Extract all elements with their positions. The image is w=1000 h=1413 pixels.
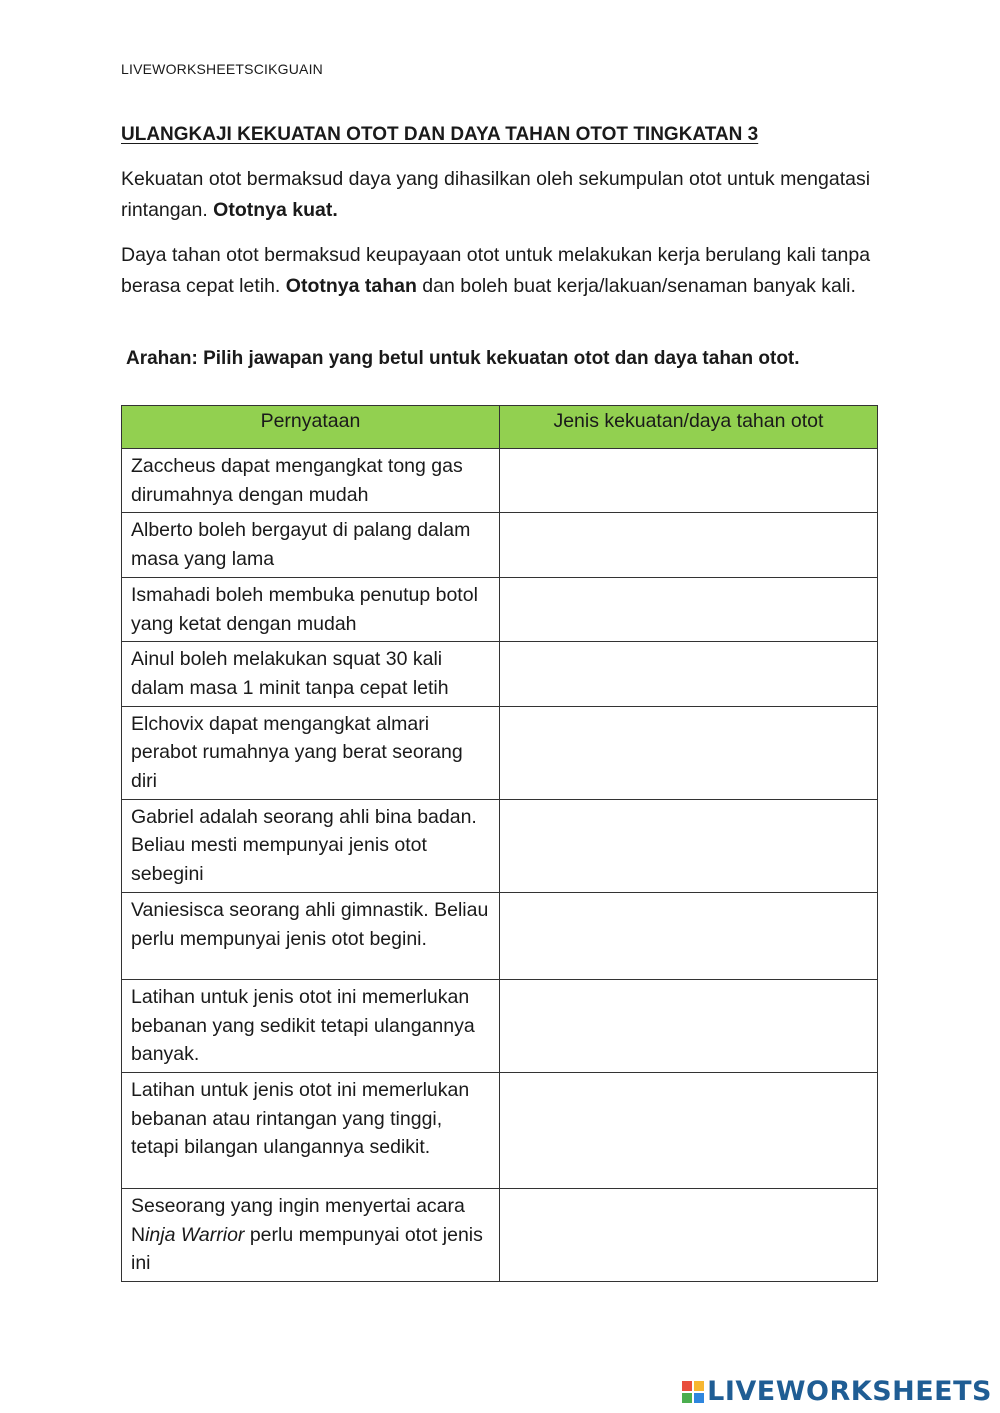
statement-cell: Latihan untuk jenis otot ini memerlukan bebanan yang sedikit tetapi ulangannya banyak. xyxy=(122,979,500,1072)
answer-cell[interactable] xyxy=(499,642,877,706)
answer-cell[interactable] xyxy=(499,892,877,979)
statement-cell: Vaniesisca seorang ahli gimnastik. Beliau perlu mempunyai jenis otot begini. xyxy=(122,892,500,979)
paragraph-muscle-strength xyxy=(121,164,881,226)
table-row xyxy=(122,577,878,641)
table-header-row xyxy=(122,406,878,449)
paragraph-bold: Ototnya kuat. xyxy=(213,199,338,221)
logo-square xyxy=(694,1393,704,1403)
statement-cell xyxy=(122,1188,500,1281)
logo-square xyxy=(682,1381,692,1391)
answer-cell[interactable] xyxy=(499,577,877,641)
statement-cell: Gabriel adalah seorang ahli bina badan. Beliau mesti mempunyai jenis otot sebegini xyxy=(122,799,500,892)
logo-text: LIVEWORKSHEETS xyxy=(707,1376,992,1407)
statement-cell: Elchovix dapat mengangkat almari perabot rumahnya yang berat seorang diri xyxy=(122,706,500,799)
paragraph-text: Kekuatan otot bermaksud daya yang dihasilkan oleh sekumpulan otot untuk mengatasi rintangan. xyxy=(121,168,871,221)
table-row xyxy=(122,1072,878,1188)
statement-cell: Zaccheus dapat mengangkat tong gas dirumahnya dengan mudah xyxy=(122,449,500,513)
table-row xyxy=(122,979,878,1072)
answer-cell[interactable] xyxy=(499,799,877,892)
table-row xyxy=(122,706,878,799)
paragraph-bold: Ototnya tahan xyxy=(285,275,417,297)
answer-cell[interactable] xyxy=(499,979,877,1072)
table-row xyxy=(122,1188,878,1281)
answer-cell[interactable] xyxy=(499,513,877,577)
statement-cell: Latihan untuk jenis otot ini memerlukan bebanan atau rintangan yang tinggi, tetapi bilangan ulangannya sedikit. xyxy=(122,1072,500,1188)
statement-cell: Alberto boleh bergayut di palang dalam masa yang lama xyxy=(122,513,500,577)
answer-cell[interactable] xyxy=(499,1188,877,1281)
instruction-text: Arahan: Pilih jawapan yang betul untuk kekuatan otot dan daya tahan otot. xyxy=(126,348,800,369)
table-row xyxy=(122,642,878,706)
statement-cell: Ismahadi boleh membuka penutup botol yang ketat dengan mudah xyxy=(122,577,500,641)
statement-text-after: perlu mempunyai otot jenis ini xyxy=(131,1223,483,1275)
statement-cell: Ainul boleh melakukan squat 30 kali dalam masa 1 minit tanpa cepat letih xyxy=(122,642,500,706)
liveworksheets-logo xyxy=(682,1376,992,1407)
logo-mark-icon xyxy=(682,1381,704,1403)
answer-table xyxy=(121,405,878,1282)
answer-cell[interactable] xyxy=(499,449,877,513)
worksheet-title: ULANGKAJI KEKUATAN OTOT DAN DAYA TAHAN OTOT TINGKATAN 3 xyxy=(121,124,759,145)
logo-square xyxy=(682,1393,692,1403)
statement-text-italic: inja Warrior xyxy=(145,1223,245,1246)
table-row xyxy=(122,449,878,513)
table-row xyxy=(122,799,878,892)
paragraph-muscle-endurance xyxy=(121,240,881,302)
site-tag: LIVEWORKSHEETSCIKGUAIN xyxy=(121,61,323,77)
table-row xyxy=(122,513,878,577)
answer-cell[interactable] xyxy=(499,1072,877,1188)
paragraph-text-before: Daya tahan otot bermaksud keupayaan otot untuk melakukan kerja berulang kali tanpa berasa cepat letih. xyxy=(121,244,871,297)
answer-cell[interactable] xyxy=(499,706,877,799)
column-header-answer: Jenis kekuatan/daya tahan otot xyxy=(499,406,877,449)
logo-square xyxy=(694,1381,704,1391)
column-header-statement: Pernyataan xyxy=(122,406,500,449)
paragraph-text-after: dan boleh buat kerja/lakuan/senaman banyak kali. xyxy=(416,275,856,297)
statement-text-before: Seseorang yang ingin menyertai acara N xyxy=(131,1194,465,1246)
table-row xyxy=(122,892,878,979)
